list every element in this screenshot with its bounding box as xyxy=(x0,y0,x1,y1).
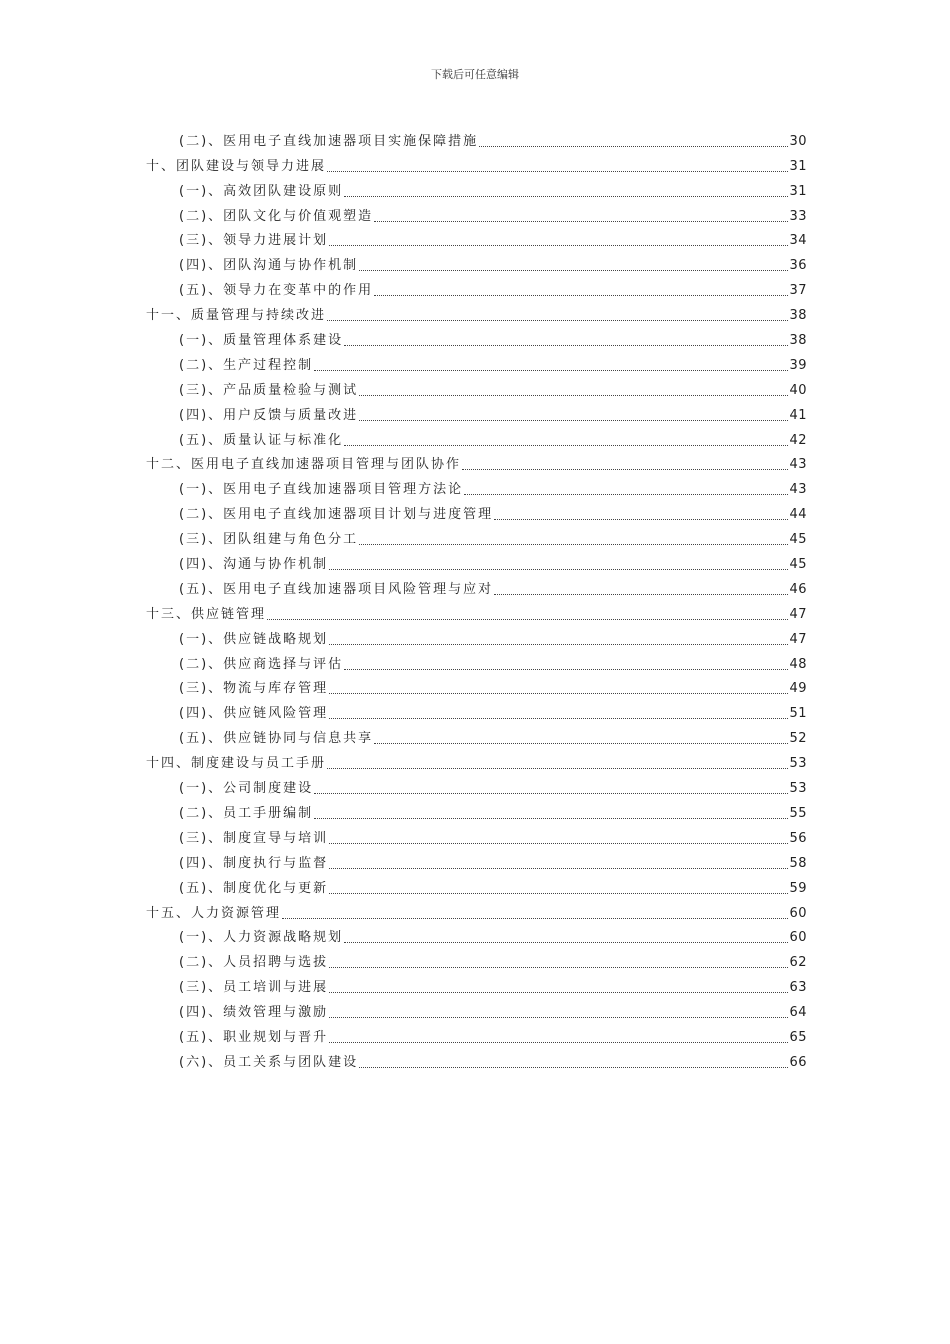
toc-dot-leader xyxy=(282,917,788,919)
toc-page-number: 51 xyxy=(789,706,807,722)
toc-chapter-entry[interactable] xyxy=(146,300,807,325)
toc-entry-label: (二)、团队文化与价值观塑造 xyxy=(179,208,374,224)
toc-section-entry[interactable] xyxy=(146,674,807,699)
toc-entry-label: (一)、人力资源战略规划 xyxy=(179,930,344,946)
toc-entry-label: (一)、高效团队建设原则 xyxy=(179,183,344,199)
toc-entry-label: 十二、医用电子直线加速器项目管理与团队协作 xyxy=(146,457,462,473)
toc-entry-label: (三)、产品质量检验与测试 xyxy=(179,382,359,398)
toc-section-entry[interactable] xyxy=(146,499,807,524)
toc-page-number: 40 xyxy=(789,382,807,398)
toc-page-number: 53 xyxy=(789,756,807,772)
toc-entry-label: (五)、医用电子直线加速器项目风险管理与应对 xyxy=(179,581,494,597)
toc-chapter-entry[interactable] xyxy=(146,450,807,475)
toc-dot-leader xyxy=(329,966,788,968)
toc-chapter-entry[interactable] xyxy=(146,748,807,773)
toc-entry-label: (三)、领导力进展计划 xyxy=(179,233,329,249)
toc-page-number: 62 xyxy=(789,955,807,971)
toc-page-number: 45 xyxy=(789,557,807,573)
toc-page-number: 63 xyxy=(789,980,807,996)
toc-entry-label: (五)、职业规划与晋升 xyxy=(179,1029,329,1045)
toc-section-entry[interactable] xyxy=(146,997,807,1022)
toc-entry-label: 十四、制度建设与员工手册 xyxy=(146,756,327,772)
toc-entry-label: (五)、供应链协同与信息共享 xyxy=(179,731,374,747)
toc-section-entry[interactable] xyxy=(146,126,807,151)
toc-page-number: 36 xyxy=(789,258,807,274)
toc-page-number: 44 xyxy=(789,507,807,523)
toc-entry-label: (一)、医用电子直线加速器项目管理方法论 xyxy=(179,482,464,498)
toc-dot-leader xyxy=(374,220,788,222)
toc-page-number: 64 xyxy=(789,1005,807,1021)
toc-entry-label: (三)、团队组建与角色分工 xyxy=(179,532,359,548)
toc-dot-leader xyxy=(374,294,788,296)
toc-section-entry[interactable] xyxy=(146,923,807,948)
toc-page-number: 59 xyxy=(789,880,807,896)
toc-section-entry[interactable] xyxy=(146,798,807,823)
toc-chapter-entry[interactable] xyxy=(146,599,807,624)
toc-entry-label: (四)、制度执行与监督 xyxy=(179,855,329,871)
toc-entry-label: (四)、沟通与协作机制 xyxy=(179,557,329,573)
toc-dot-leader xyxy=(314,792,788,794)
toc-section-entry[interactable] xyxy=(146,624,807,649)
toc-page-number: 42 xyxy=(789,432,807,448)
toc-section-entry[interactable] xyxy=(146,524,807,549)
toc-entry-label: (三)、员工培训与进展 xyxy=(179,980,329,996)
toc-entry-label: (六)、员工关系与团队建设 xyxy=(179,1054,359,1070)
toc-dot-leader xyxy=(329,244,788,246)
toc-dot-leader xyxy=(327,767,788,769)
toc-section-entry[interactable] xyxy=(146,474,807,499)
toc-page-number: 49 xyxy=(789,681,807,697)
toc-entry-label: (五)、制度优化与更新 xyxy=(179,880,329,896)
toc-dot-leader xyxy=(327,170,788,172)
toc-entry-label: (二)、医用电子直线加速器项目计划与进度管理 xyxy=(179,507,494,523)
toc-section-entry[interactable] xyxy=(146,375,807,400)
toc-section-entry[interactable] xyxy=(146,275,807,300)
toc-section-entry[interactable] xyxy=(146,649,807,674)
toc-page-number: 31 xyxy=(789,158,807,174)
toc-dot-leader xyxy=(314,369,788,371)
toc-section-entry[interactable] xyxy=(146,250,807,275)
toc-entry-label: (二)、人员招聘与选拔 xyxy=(179,955,329,971)
toc-section-entry[interactable] xyxy=(146,325,807,350)
toc-page-number: 47 xyxy=(789,606,807,622)
toc-dot-leader xyxy=(329,842,788,844)
toc-entry-label: (四)、绩效管理与激励 xyxy=(179,1005,329,1021)
toc-dot-leader xyxy=(329,991,788,993)
toc-entry-label: 十三、供应链管理 xyxy=(146,606,267,622)
toc-dot-leader xyxy=(359,269,788,271)
toc-section-entry[interactable] xyxy=(146,698,807,723)
toc-dot-leader xyxy=(359,394,788,396)
toc-dot-leader xyxy=(344,668,788,670)
toc-dot-leader xyxy=(462,468,788,470)
toc-entry-label: (四)、供应链风险管理 xyxy=(179,706,329,722)
toc-section-entry[interactable] xyxy=(146,823,807,848)
toc-page-number: 31 xyxy=(789,183,807,199)
toc-page-number: 60 xyxy=(789,905,807,921)
toc-dot-leader xyxy=(329,568,788,570)
toc-page-number: 65 xyxy=(789,1029,807,1045)
toc-entry-label: 十一、质量管理与持续改进 xyxy=(146,308,327,324)
toc-dot-leader xyxy=(359,543,788,545)
toc-page-number: 48 xyxy=(789,656,807,672)
toc-page-number: 39 xyxy=(789,357,807,373)
toc-entry-label: (四)、用户反馈与质量改进 xyxy=(179,407,359,423)
toc-section-entry[interactable] xyxy=(146,873,807,898)
toc-section-entry[interactable] xyxy=(146,1022,807,1047)
toc-entry-label: (二)、供应商选择与评估 xyxy=(179,656,344,672)
toc-page-number: 30 xyxy=(789,133,807,149)
toc-page-number: 43 xyxy=(789,457,807,473)
toc-page-number: 37 xyxy=(789,283,807,299)
toc-dot-leader xyxy=(344,195,788,197)
toc-page-number: 45 xyxy=(789,532,807,548)
toc-entry-label: (五)、质量认证与标准化 xyxy=(179,432,344,448)
toc-dot-leader xyxy=(359,419,788,421)
toc-section-entry[interactable] xyxy=(146,723,807,748)
toc-dot-leader xyxy=(494,518,788,520)
toc-page-number: 46 xyxy=(789,581,807,597)
toc-page-number: 52 xyxy=(789,731,807,747)
toc-section-entry[interactable] xyxy=(146,176,807,201)
toc-dot-leader xyxy=(314,817,788,819)
toc-dot-leader xyxy=(329,1016,788,1018)
toc-entry-label: (一)、供应链战略规划 xyxy=(179,631,329,647)
toc-chapter-entry[interactable] xyxy=(146,151,807,176)
toc-dot-leader xyxy=(267,618,788,620)
toc-page-number: 56 xyxy=(789,830,807,846)
toc-dot-leader xyxy=(359,1066,788,1068)
toc-section-entry[interactable] xyxy=(146,848,807,873)
toc-section-entry[interactable] xyxy=(146,350,807,375)
toc-dot-leader xyxy=(329,867,788,869)
toc-entry-label: (二)、医用电子直线加速器项目实施保障措施 xyxy=(179,133,479,149)
toc-page-number: 47 xyxy=(789,631,807,647)
toc-section-entry[interactable] xyxy=(146,773,807,798)
toc-dot-leader xyxy=(329,643,788,645)
toc-entry-label: (三)、物流与库存管理 xyxy=(179,681,329,697)
toc-section-entry[interactable] xyxy=(146,1047,807,1072)
toc-entry-label: (一)、公司制度建设 xyxy=(179,781,314,797)
toc-entry-label: (二)、员工手册编制 xyxy=(179,805,314,821)
toc-dot-leader xyxy=(479,145,788,147)
toc-dot-leader xyxy=(329,892,788,894)
toc-page-number: 41 xyxy=(789,407,807,423)
toc-dot-leader xyxy=(327,319,788,321)
toc-section-entry[interactable] xyxy=(146,226,807,251)
toc-entry-label: (一)、质量管理体系建设 xyxy=(179,333,344,349)
toc-page-number: 43 xyxy=(789,482,807,498)
toc-section-entry[interactable] xyxy=(146,972,807,997)
toc-section-entry[interactable] xyxy=(146,574,807,599)
toc-section-entry[interactable] xyxy=(146,549,807,574)
toc-section-entry[interactable] xyxy=(146,400,807,425)
toc-dot-leader xyxy=(329,717,788,719)
toc-section-entry[interactable] xyxy=(146,947,807,972)
page-header: 下载后可任意编辑 xyxy=(431,68,519,81)
toc-entry-label: (三)、制度宣导与培训 xyxy=(179,830,329,846)
toc-dot-leader xyxy=(329,1041,788,1043)
toc-page-number: 66 xyxy=(789,1054,807,1070)
toc-page-number: 55 xyxy=(789,805,807,821)
toc-page-number: 60 xyxy=(789,930,807,946)
toc-section-entry[interactable] xyxy=(146,201,807,226)
toc-dot-leader xyxy=(329,692,788,694)
toc-entry-label: (四)、团队沟通与协作机制 xyxy=(179,258,359,274)
toc-dot-leader xyxy=(344,444,788,446)
toc-chapter-entry[interactable] xyxy=(146,898,807,923)
toc-entry-label: (二)、生产过程控制 xyxy=(179,357,314,373)
toc-entry-label: 十、团队建设与领导力进展 xyxy=(146,158,327,174)
toc-page-number: 58 xyxy=(789,855,807,871)
toc-entry-label: 十五、人力资源管理 xyxy=(146,905,282,921)
toc-dot-leader xyxy=(344,941,788,943)
toc-page-number: 38 xyxy=(789,333,807,349)
toc-page-number: 33 xyxy=(789,208,807,224)
toc-page-number: 53 xyxy=(789,781,807,797)
toc-dot-leader xyxy=(464,493,788,495)
toc-dot-leader xyxy=(374,742,788,744)
toc-page-number: 34 xyxy=(789,233,807,249)
toc-page-number: 38 xyxy=(789,308,807,324)
toc-dot-leader xyxy=(344,344,788,346)
toc-dot-leader xyxy=(494,593,788,595)
toc-section-entry[interactable] xyxy=(146,425,807,450)
table-of-contents xyxy=(146,126,807,1072)
toc-entry-label: (五)、领导力在变革中的作用 xyxy=(179,283,374,299)
